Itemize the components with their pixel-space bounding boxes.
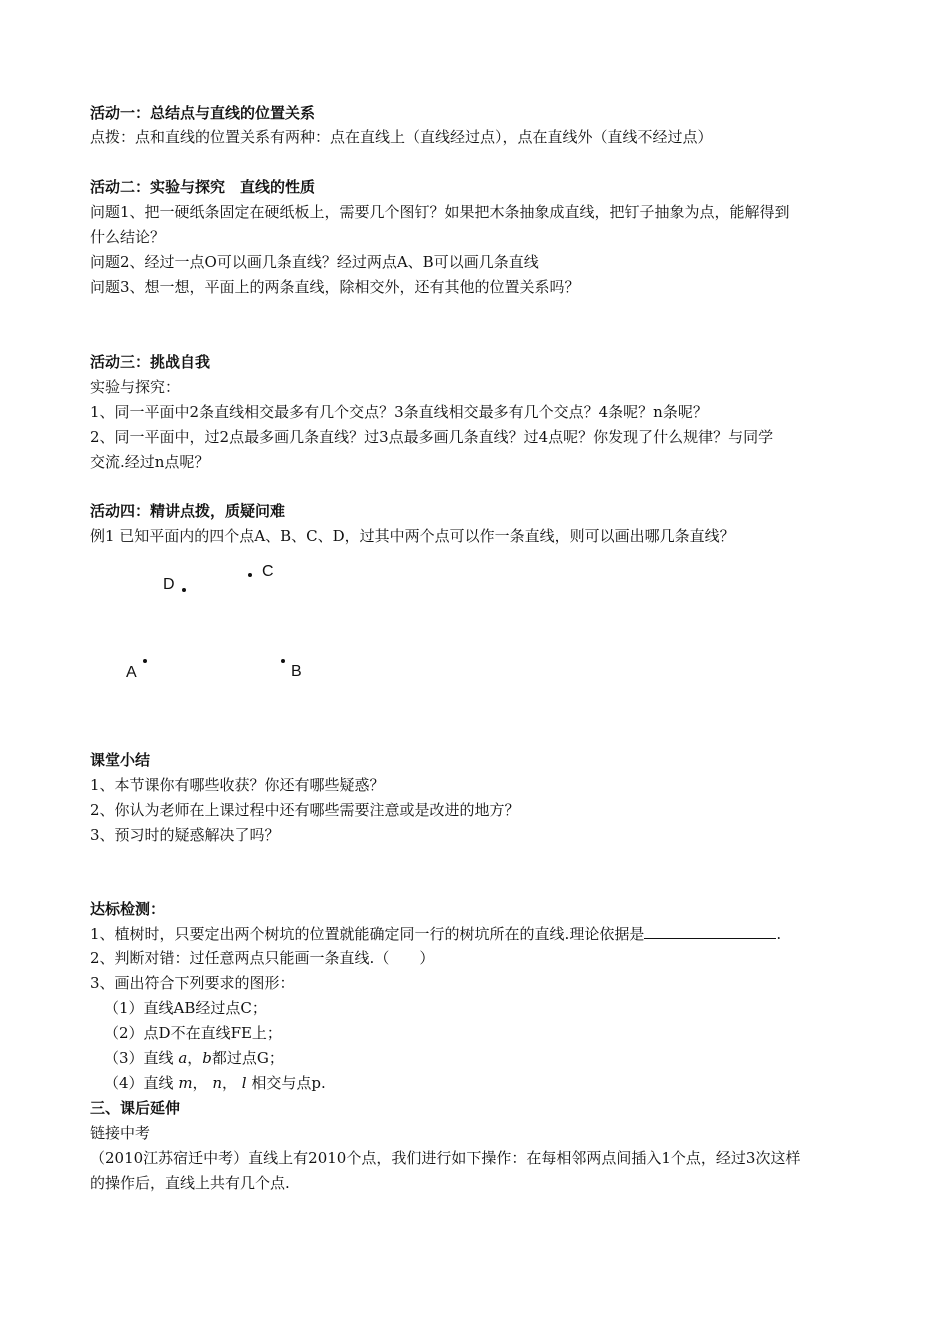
test-item1-text: 1、植树时，只要定出两个树坑的位置就能确定同一行的树坑所在的直线.理论依据是 [90,925,645,943]
point-d-label: D [163,576,175,593]
point-c-dot [248,573,252,577]
subitem4-separator2: ， [222,1074,242,1092]
line-b-symbol: b [202,1049,212,1067]
test-item2: 2、判断对错：过任意两点只能画一条直线.（ ） [90,949,435,967]
activity3-heading: 活动三：挑战自我 [90,353,211,371]
summary-item2: 2、你认为老师在上课过程中还有哪些需要注意或是改进的地方？ [90,801,520,819]
extension-problem-line2: 的操作后，直线上共有几个点. [90,1174,290,1192]
test-heading: 达标检测： [90,900,166,918]
activity3-item1: 1、同一平面中2条直线相交最多有几个交点？3条直线相交最多有几个交点？4条呢？n条呢？ [90,403,708,421]
activity2-heading: 活动二：实验与探究 直线的性质 [90,178,316,196]
line-a-symbol: a [178,1049,188,1067]
test-subitem4 [104,1071,884,1095]
summary-heading: 课堂小结 [90,751,151,769]
point-a-dot [143,659,147,663]
activity3-item2-line1: 2、同一平面中，过2点最多画几条直线？过3点最多画几条直线？过4点呢？你发现了什么规律？与同学 [90,428,774,446]
activity2-question3: 问题3、想一想，平面上的两条直线，除相交外，还有其他的位置关系吗？ [90,278,580,296]
subitem4-suffix: 相交与点p. [246,1074,326,1092]
subitem3-suffix: 都过点G； [211,1049,284,1067]
activity1-heading: 活动一：总结点与直线的位置关系 [90,104,316,122]
summary-item3: 3、预习时的疑惑解决了吗？ [90,826,280,844]
activity1-text: 点拨：点和直线的位置关系有两种：点在直线上（直线经过点），点在直线外（直线不经过点） [90,128,713,146]
activity2-question2: 问题2、经过一点O可以画几条直线？经过两点A、B可以画几条直线 [90,253,539,271]
activity2-question1-line2: 什么结论？ [90,228,166,246]
answer-blank[interactable] [644,922,776,939]
point-b-dot [281,659,285,663]
test-subitem3 [104,1046,884,1070]
subitem3-separator: ， [187,1049,203,1067]
test-subitem1: （1）直线AB经过点C； [104,999,267,1017]
activity2-question1-line1: 问题1、把一硬纸条固定在硬纸板上，需要几个图钉？如果把木条抽象成直线，把钉子抽象为点，能解得到 [90,203,790,221]
test-item1 [90,922,870,946]
activity4-heading: 活动四：精讲点拨，质疑问难 [90,502,286,520]
activity3-subheading: 实验与探究： [90,378,181,396]
extension-subheading: 链接中考 [90,1124,151,1142]
point-b-label: B [291,663,302,680]
test-item1-period: . [776,925,782,943]
test-item3: 3、画出符合下列要求的图形： [90,974,295,992]
line-m-symbol: m [178,1074,193,1092]
subitem4-prefix: （4）直线 [104,1074,179,1092]
subitem3-prefix: （3）直线 [104,1049,179,1067]
extension-problem-line1: （2010江苏宿迁中考）直线上有2010个点，我们进行如下操作：在每相邻两点间插入1个点，经过3次这样 [90,1149,801,1167]
activity4-example: 例1 已知平面内的四个点A、B、C、D，过其中两个点可以作一条直线，则可以画出哪几条直线？ [90,527,735,545]
point-c-label: C [262,563,274,580]
point-d-dot [182,588,186,592]
line-l-symbol: l [241,1074,247,1092]
summary-item1: 1、本节课你有哪些收获？你还有哪些疑惑？ [90,776,385,794]
activity3-item2-line2: 交流.经过n点呢？ [90,453,210,471]
extension-heading: 三、课后延伸 [90,1099,181,1117]
test-subitem2: （2）点D不在直线FE上； [104,1024,282,1042]
subitem4-separator1: ， [192,1074,213,1092]
line-n-symbol: n [212,1074,222,1092]
point-a-label: A [126,664,137,681]
